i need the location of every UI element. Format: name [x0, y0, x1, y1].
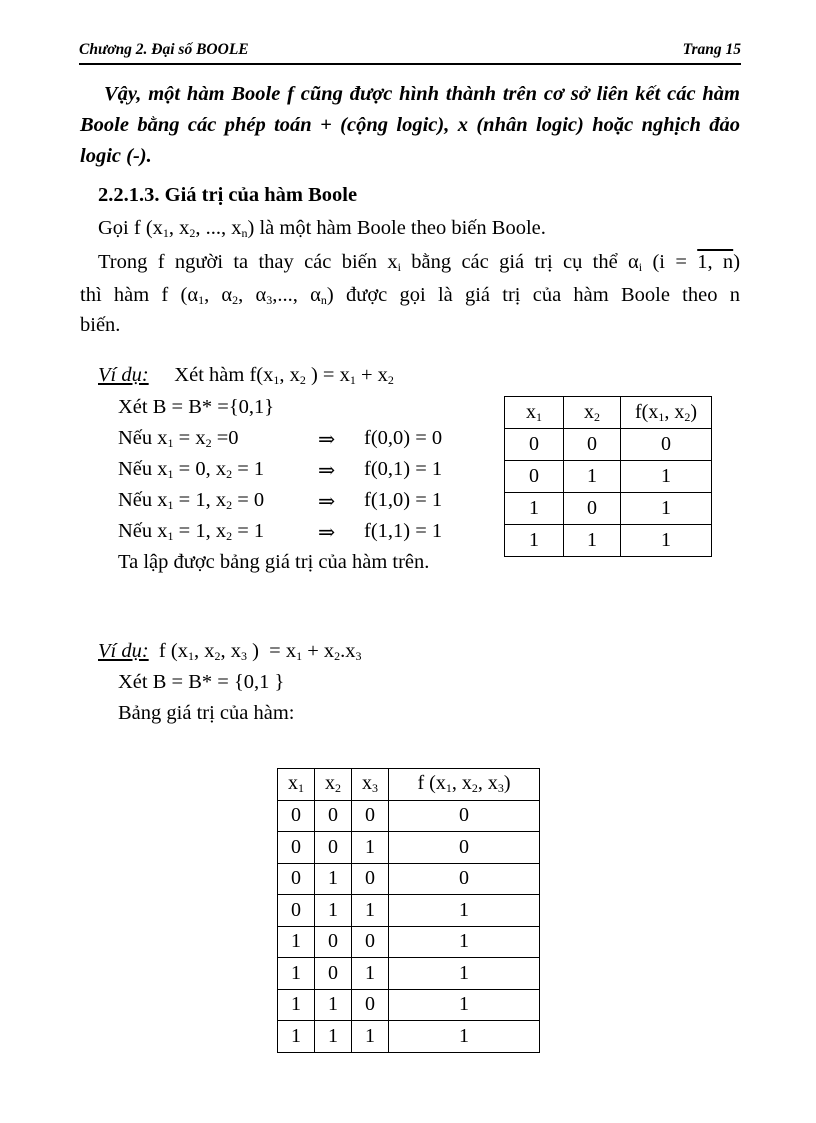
table-row: 1 1 0 1: [278, 989, 540, 1021]
example1-case: Nếu $x_1 = 1$, $x_2 = 1$ ⇒ f(1,1) = 1: [118, 520, 443, 544]
table-row: 1 0 1 1: [278, 958, 540, 990]
example2-title: Ví dụ: f ($x_1$, $x_2$, $x_3$ ) = $x_1 + x_2.x_3$: [98, 640, 362, 663]
table-row: 0 0 0 0: [278, 800, 540, 832]
example1-case: Nếu $x_1 = 1$, $x_2 = 0$ ⇒ f(1,0) = 1: [118, 489, 443, 513]
table-header: $x_1$: [505, 397, 564, 429]
substitution-line: Trong f người ta thay các biến $x_i$ bằng các giá trị cụ thể $\alpha_i$ (i = 1, n): [98, 251, 741, 274]
table-row: 1 1 1 1: [278, 1021, 540, 1053]
definition-line: Gọi f ($x_1$, $x_2$, ..., $x_n$) là một hàm Boole theo biến Boole.: [98, 217, 546, 240]
section-title: 2.2.1.3. Giá trị của hàm Boole: [98, 184, 358, 206]
truth-table-1: [504, 396, 712, 557]
table-row: 0 0 0: [505, 429, 712, 461]
table-row: 0 1 1 1: [278, 895, 540, 927]
example1-domain: Xét B = B* ={0,1}: [118, 396, 275, 418]
table-row: 1 0 0 1: [278, 926, 540, 958]
table-row: 0 0 1 0: [278, 832, 540, 864]
table-row: 0 1 1: [505, 461, 712, 493]
intro-paragraph: Vậy, một hàm Boole f cũng được hình thành trên cơ sở liên kết các hàm Boole bằng các phép toán + (cộng logic), x (nhân logic) hoặc nghịch đảo logic (-).: [80, 83, 740, 167]
table-row: 1 1 1: [505, 525, 712, 557]
example1-closing: Ta lập được bảng giá trị của hàm trên.: [118, 551, 430, 573]
chapter-title: Chương 2. Đại số BOOLE: [79, 41, 249, 58]
truth-table-2: [277, 768, 540, 1053]
example2-caption: Bảng giá trị của hàm:: [118, 702, 295, 724]
page-header: [79, 37, 741, 65]
table-header: f ($x_1$, $x_2$, $x_3$): [389, 769, 540, 801]
table-header: $x_2$: [564, 397, 621, 429]
example1-case: Nếu $x_1 = x_2 =0$ ⇒ f(0,0) = 0: [118, 427, 443, 451]
example1-title: Ví dụ: Xét hàm $f(x_1$, $x_2$ ) = $x_1 + x_2$: [98, 364, 394, 387]
substitution-line-2: thì hàm f ($\alpha_1$, $\alpha_2$, $\alpha_3$,..., $\alpha_n$) được gọi là giá trị của hàm Boole theo n: [80, 284, 740, 307]
example1-case: Nếu $x_1 = 0$, $x_2 = 1$ ⇒ f(0,1) = 1: [118, 458, 443, 482]
table-header: $x_3$: [352, 769, 389, 801]
table-header: $f(x_1$, $x_2$): [621, 397, 712, 429]
example2-domain: Xét B = B* = {0,1 }: [118, 671, 285, 693]
table-header: $x_2$: [315, 769, 352, 801]
table-header: $x_1$: [278, 769, 315, 801]
substitution-line-3: biến.: [80, 314, 121, 336]
table-row: 1 0 1: [505, 493, 712, 525]
table-row: 0 1 0 0: [278, 863, 540, 895]
page-number: Trang 15: [682, 41, 741, 58]
